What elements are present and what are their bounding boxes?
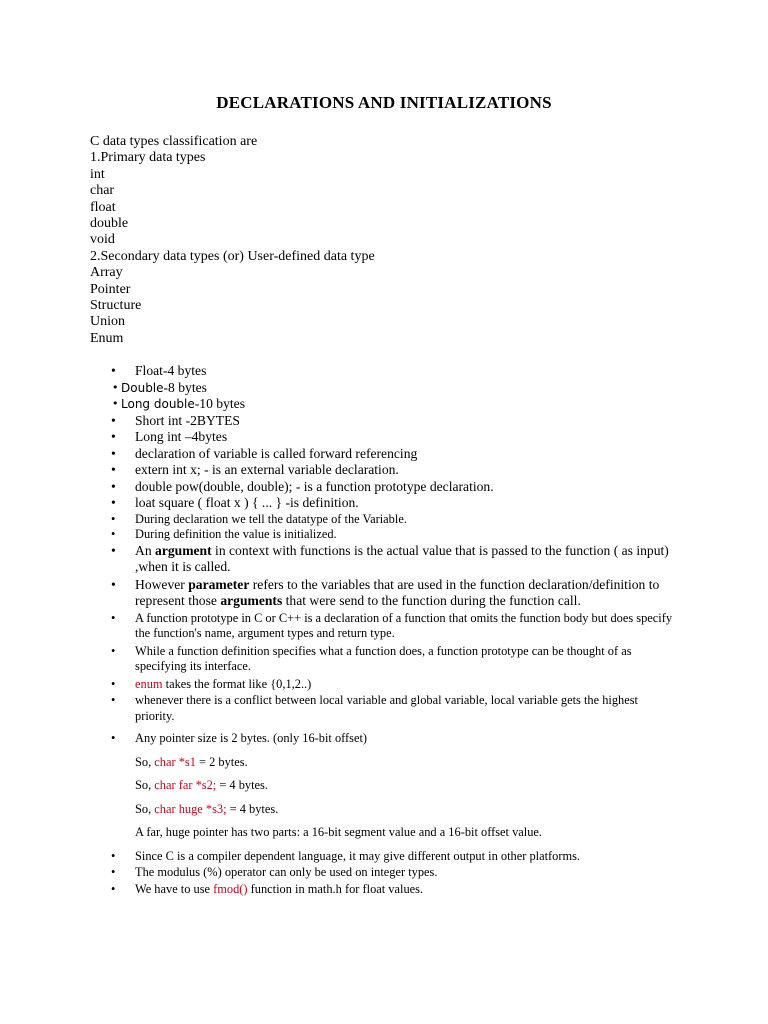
list-item <box>90 644 680 675</box>
bullet-icon: • <box>111 445 116 461</box>
item-text-bold: argument <box>155 542 212 558</box>
item-text: whenever there is a conflict between local variable and global variable, local variable gets the highest priority. <box>135 693 638 723</box>
list-item <box>90 543 680 576</box>
list-item <box>90 693 680 724</box>
list-item <box>90 396 680 413</box>
bullet-icon: • <box>111 643 116 658</box>
list-item <box>90 363 680 380</box>
list-item <box>90 380 680 397</box>
bullet-icon: • <box>111 576 116 592</box>
bullet-icon: • <box>111 610 116 625</box>
bullet-icon: • <box>111 848 116 863</box>
item-text: Long int –4bytes <box>135 429 228 444</box>
bullet-icon: • <box>111 865 116 879</box>
page-title: DECLARATIONS AND INITIALIZATIONS <box>216 93 552 112</box>
item-text: loat square ( float x ) { ... } -is definition. <box>135 495 359 510</box>
item-text: A function prototype in C or C++ is a declaration of a function that omits the function body but does specify the function's name, argument types and return type. <box>135 610 673 640</box>
item-text: that were send to the function during the function call. <box>282 593 581 608</box>
bullet-icon: • <box>111 527 116 541</box>
list-item <box>90 512 680 528</box>
bullet-list <box>90 363 680 897</box>
list-line: int <box>90 166 105 182</box>
item-text: So, <box>135 801 155 816</box>
item-text: Double <box>121 380 164 395</box>
item-text: -10 bytes <box>194 396 245 411</box>
list-line: void <box>90 232 115 248</box>
list-line: 1.Primary data types <box>90 150 206 166</box>
item-text-red: char *s1 <box>154 754 196 769</box>
item-text: extern int x; - is an external variable declaration. <box>135 462 399 477</box>
bullet-icon: • <box>112 397 119 410</box>
item-text: in context with functions is the actual value that is passed to the function ( as input) ,when it is called. <box>135 542 669 574</box>
list-line: double <box>90 216 129 232</box>
item-text: function in math.h for float values. <box>247 881 424 896</box>
list-line: Union <box>90 314 125 330</box>
item-text: Short int -2BYTES <box>135 412 240 428</box>
item-text: During declaration we tell the datatype of the Variable. <box>135 511 407 526</box>
item-text: = 2 bytes. <box>195 754 248 769</box>
item-text: = 4 bytes. <box>216 778 268 792</box>
list-line: 2.Secondary data types (or) User-defined data type <box>90 248 375 264</box>
item-text: While a function definition specifies what a function does, a function prototype can be thought of as specifying its interface. <box>135 643 632 673</box>
list-item <box>90 527 680 543</box>
list-line: Pointer <box>90 281 131 297</box>
item-text: Any pointer size is 2 bytes. (only 16-bit offset) <box>135 731 368 745</box>
item-text: Since C is a compiler dependent language, it may give different output in other platforms. <box>135 848 581 863</box>
bullet-icon: • <box>111 731 116 745</box>
sub-line: A far, huge pointer has two parts: a 16-bit segment value and a 16-bit offset value. <box>135 825 543 839</box>
bullet-icon: • <box>111 363 116 378</box>
list-item <box>90 413 680 430</box>
list-line: Array <box>90 265 123 281</box>
item-text-red: char huge *s3; <box>154 801 227 816</box>
bullet-icon: • <box>111 412 116 428</box>
bullet-icon: • <box>111 542 116 558</box>
list-line: C data types classification are <box>90 134 258 149</box>
item-text-red: fmod() <box>213 881 248 896</box>
item-text: An <box>135 542 156 558</box>
bullet-icon: • <box>111 881 116 896</box>
bullet-icon: • <box>111 676 116 691</box>
item-text: The modulus (%) operator can only be used on integer types. <box>135 865 438 879</box>
list-item <box>90 495 680 512</box>
bullet-icon: • <box>111 429 116 444</box>
list-item <box>90 462 680 479</box>
item-text: Float-4 bytes <box>135 363 207 378</box>
sub-line <box>90 755 680 771</box>
classification-list <box>90 134 375 347</box>
list-item <box>90 577 680 610</box>
item-text: refers to the variables that are used in the function declaration/definition to represent those <box>135 576 660 608</box>
list-item <box>90 849 680 865</box>
list-item <box>90 731 680 747</box>
item-text: -8 bytes <box>163 379 207 395</box>
item-text: During definition the value is initialized. <box>135 527 337 541</box>
list-item <box>90 429 680 446</box>
bullet-icon: • <box>111 693 116 707</box>
item-text-red: char far *s2; <box>154 778 217 792</box>
list-item <box>90 882 680 898</box>
item-text: double pow(double, double); - is a function prototype declaration. <box>135 478 494 494</box>
item-text: However <box>135 576 189 592</box>
item-text-bold: parameter <box>188 576 250 592</box>
sub-line <box>90 802 680 818</box>
item-text: So, <box>135 778 155 792</box>
item-text-red: enum <box>135 676 163 691</box>
item-text: So, <box>135 754 155 769</box>
item-text: = 4 bytes. <box>226 801 279 816</box>
list-item <box>90 611 680 642</box>
bullet-icon: • <box>111 495 116 510</box>
list-item <box>90 677 680 693</box>
bullet-icon: • <box>111 478 116 494</box>
item-text-bold: arguments <box>220 593 283 608</box>
list-line: Structure <box>90 298 142 314</box>
list-item <box>90 865 680 881</box>
item-text: declaration of variable is called forward referencing <box>135 445 418 461</box>
item-text: Long double <box>121 397 195 411</box>
item-text: We have to use <box>135 881 214 896</box>
list-line: Enum <box>90 330 124 346</box>
bullet-icon: • <box>111 462 116 477</box>
sub-line <box>90 778 680 794</box>
bullet-icon: • <box>111 511 116 526</box>
list-line: char <box>90 183 115 199</box>
item-text: takes the format like {0,1,2..) <box>162 676 312 691</box>
list-line: float <box>90 199 116 215</box>
bullet-icon: • <box>112 380 119 394</box>
list-item <box>90 446 680 463</box>
list-item <box>90 479 680 496</box>
